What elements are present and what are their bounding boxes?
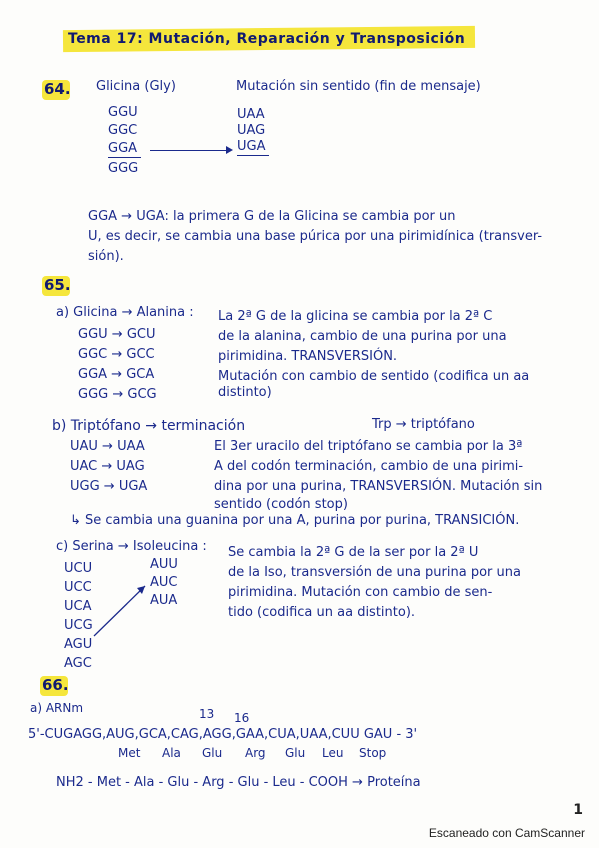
b-text-line-2: A del codón terminación, cambio de una pirimi-	[214, 459, 524, 474]
exercise-number-66: 66.	[42, 676, 69, 694]
codon-ucg: UCG	[64, 618, 93, 633]
protein-chain: NH2 - Met - Ala - Glu - Arg - Glu - Leu - COOH → Proteína	[56, 775, 421, 790]
pair-ugg-uga: UGG → UGA	[70, 479, 148, 494]
a-text-line-4: Mutación con cambio de sentido (codifica un aa	[218, 369, 530, 384]
b-text-transition: ↳ Se cambia una guanina por una A, purina por purina, TRANSICIÓN.	[70, 513, 520, 528]
c-heading-65: c) Serina → Isoleucina :	[56, 539, 207, 554]
exercise-number-64: 64.	[44, 80, 71, 98]
pair-ggc-gcc: GGC → GCC	[78, 347, 155, 362]
pair-uac-uag: UAC → UAG	[70, 459, 145, 474]
position-marker-13: 13	[199, 707, 215, 721]
aa-ala: Ala	[162, 746, 181, 760]
glycine-heading: Glicina (Gly)	[96, 79, 176, 94]
a-text-line-5: distinto)	[218, 385, 272, 400]
trp-note: Trp → triptófano	[372, 417, 475, 432]
page-number: 1	[573, 802, 583, 818]
aa-glu-1: Glu	[202, 746, 223, 760]
a-heading-66: a) ARNm	[30, 701, 84, 715]
page-title: Tema 17: Mutación, Reparación y Transposición	[68, 31, 466, 47]
codon-ggu: GGU	[108, 105, 138, 120]
c-text-line-2: de la Iso, transversión de una purina por una	[228, 565, 521, 580]
a-text-line-2: de la alanina, cambio de una purina por una	[218, 329, 507, 344]
codon-agc: AGC	[64, 656, 92, 671]
b-heading-65: b) Triptófano → terminación	[52, 418, 246, 434]
c-text-line-4: tido (codifica un aa distinto).	[228, 605, 416, 620]
mrna-sequence: 5'-CUGAGG,AUG,GCA,CAG,AGG,GAA,CUA,UAA,CUU GAU - 3'	[28, 727, 418, 742]
codon-ucc: UCC	[64, 580, 92, 595]
pair-ggg-gcg: GGG → GCG	[78, 387, 157, 402]
c-text-line-1: Se cambia la 2ª G de la ser por la 2ª U	[228, 545, 479, 560]
codon-aua: AUA	[150, 593, 178, 608]
nonsense-mutation-heading: Mutación sin sentido (fin de mensaje)	[236, 79, 481, 94]
codon-uag: UAG	[237, 123, 266, 138]
scanner-footer: Escaneado con CamScanner	[428, 826, 585, 840]
codon-auu: AUU	[150, 557, 178, 572]
explanation-64-line-3: sión).	[88, 249, 124, 264]
explanation-64-line-2: U, es decir, se cambia una base púrica por una pirimidínica (transver-	[88, 229, 543, 244]
codon-ggc: GGC	[108, 123, 138, 138]
explanation-64-line-1: GGA → UGA: la primera G de la Glicina se cambia por un	[88, 209, 456, 224]
exercise-number-65: 65.	[44, 276, 71, 294]
aa-stop: Stop	[359, 746, 387, 760]
pair-uau-uaa: UAU → UAA	[70, 439, 145, 454]
b-text-line-4: sentido (codón stop)	[214, 497, 348, 512]
pair-gga-gca: GGA → GCA	[78, 367, 155, 382]
a-text-line-1: La 2ª G de la glicina se cambia por la 2ª C	[218, 309, 493, 324]
codon-ucu: UCU	[64, 561, 93, 576]
b-text-line-3: dina por una purina, TRANSVERSIÓN. Mutación sin	[214, 479, 543, 494]
codon-gga: GGA	[108, 142, 141, 158]
b-text-line-1: El 3er uracilo del triptófano se cambia por la 3ª	[214, 439, 523, 454]
a-heading-65: a) Glicina → Alanina :	[56, 305, 194, 320]
aa-arg: Arg	[245, 746, 266, 760]
aa-met: Met	[118, 746, 141, 760]
aa-glu-2: Glu	[285, 746, 306, 760]
aa-leu: Leu	[322, 746, 344, 760]
codon-agu: AGU	[64, 637, 93, 652]
codon-uca: UCA	[64, 599, 92, 614]
position-marker-16: 16	[234, 711, 250, 725]
codon-uaa: UAA	[237, 107, 265, 122]
codon-auc: AUC	[150, 575, 178, 590]
codon-ggg: GGG	[108, 161, 139, 176]
a-text-line-3: pirimidina. TRANSVERSIÓN.	[218, 349, 398, 364]
codon-uga: UGA	[237, 140, 269, 156]
c-text-line-3: pirimidina. Mutación con cambio de sen-	[228, 585, 493, 600]
pair-ggu-gcu: GGU → GCU	[78, 327, 156, 342]
